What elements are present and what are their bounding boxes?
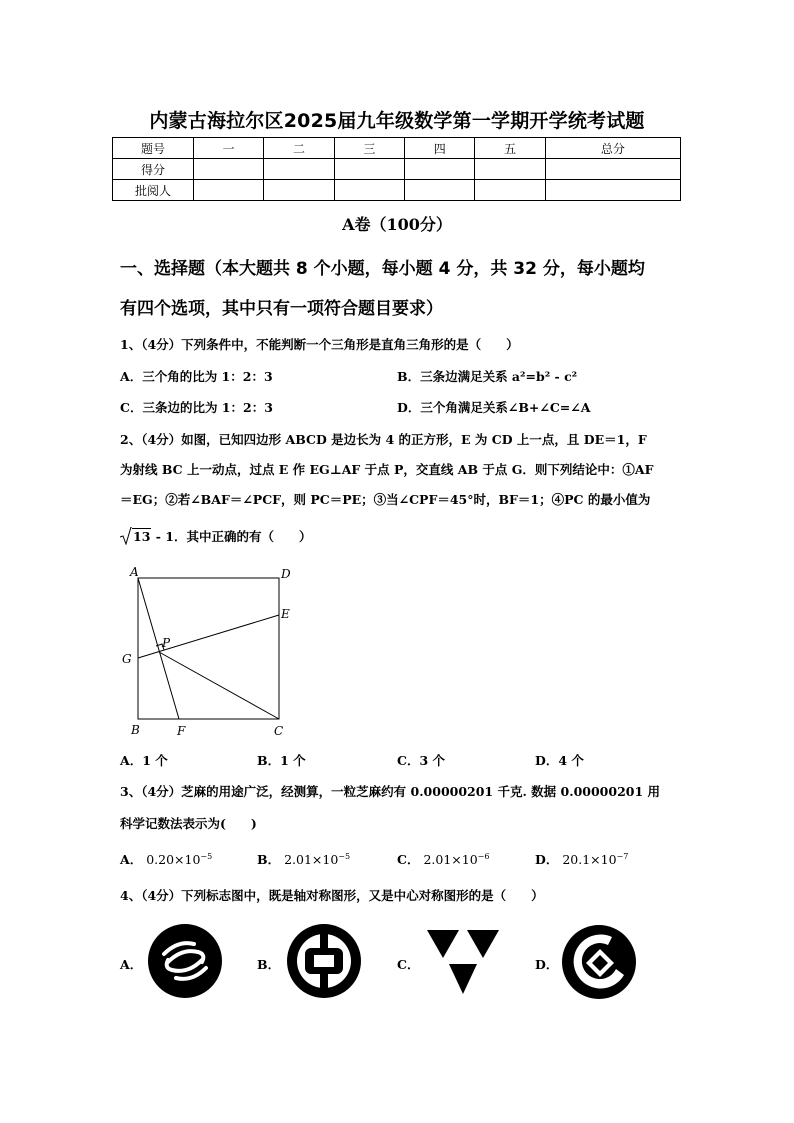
table-cell[interactable] <box>194 159 264 180</box>
option-exponent: −6 <box>477 851 490 861</box>
option-mantissa: 2.01×10 <box>284 852 339 867</box>
table-cell[interactable] <box>545 180 680 201</box>
q2-option-b[interactable]: B．1 个 <box>257 753 306 768</box>
table-cell[interactable] <box>545 159 680 180</box>
table-cell: 得分 <box>113 159 194 180</box>
option-exponent: −5 <box>200 851 213 861</box>
page-title: 内蒙古海拉尔区2025届九年级数学第一学期开学统考试题 <box>149 110 645 132</box>
table-row <box>113 180 681 201</box>
q1-option-b[interactable]: B．三条边满足关系 a²=b² - c² <box>397 369 578 384</box>
q3-option-a[interactable] <box>120 850 212 868</box>
table-cell: 五 <box>475 138 545 159</box>
table-cell[interactable] <box>475 180 545 201</box>
table-cell: 批阅人 <box>113 180 194 201</box>
bank-of-china-logo-icon[interactable] <box>287 924 361 998</box>
option-mantissa: 2.01×10 <box>423 852 478 867</box>
q3-option-b[interactable] <box>257 850 350 868</box>
label-d: D <box>281 567 291 581</box>
china-mobile-logo-icon[interactable] <box>148 924 222 998</box>
q2-option-d[interactable]: D．4 个 <box>535 753 584 768</box>
label-g: G <box>122 652 132 666</box>
q1-option-a[interactable]: A．三个角的比为 1：2：3 <box>120 369 273 384</box>
table-cell: 二 <box>264 138 334 159</box>
table-cell: 总分 <box>545 138 680 159</box>
sqrt-expression <box>120 527 151 545</box>
label-p: P <box>162 636 171 650</box>
q4-option-b-label[interactable]: B． <box>257 957 281 972</box>
q2-line1: 2、（4分）如图，已知四边形 ABCD 是边长为 4 的正方形，E 为 CD 上一点，且 DE＝1，F <box>120 432 647 447</box>
label-f: F <box>177 724 186 738</box>
table-cell: 三 <box>334 138 404 159</box>
table-row <box>113 159 681 180</box>
part1-heading-line2: 有四个选项，其中只有一项符合题目要求） <box>120 299 443 319</box>
q2-line2: 为射线 BC 上一动点，过点 E 作 EG⊥AF 于点 P，交直线 AB 于点 G．则下列结论中：①AF <box>120 462 654 477</box>
table-cell: 一 <box>194 138 264 159</box>
table-cell[interactable] <box>334 159 404 180</box>
option-label: D． <box>535 852 559 867</box>
table-cell[interactable] <box>475 159 545 180</box>
option-label: A． <box>120 852 143 867</box>
q3-option-c[interactable] <box>397 850 489 868</box>
table-cell: 题号 <box>113 138 194 159</box>
option-exponent: −5 <box>338 851 351 861</box>
table-cell[interactable] <box>405 159 475 180</box>
score-table <box>112 137 681 201</box>
q2-line4 <box>120 527 312 545</box>
option-mantissa: 20.1×10 <box>562 852 617 867</box>
square-abcd <box>138 578 279 719</box>
table-cell[interactable] <box>405 180 475 201</box>
q2-line4-text: - 1．其中正确的有（ ） <box>155 529 312 544</box>
q2-option-a[interactable]: A．1 个 <box>120 753 168 768</box>
part1-heading-line1: 一、选择题（本大题共 8 个小题，每小题 4 分，共 32 分，每小题均 <box>120 259 645 279</box>
segment-eg <box>138 615 279 658</box>
table-cell[interactable] <box>264 159 334 180</box>
q2-line3: ＝EG；②若∠BAF＝∠PCF，则 PC＝PE；③当∠CPF＝45°时，BF＝1；④PC 的最小值为 <box>120 492 651 507</box>
table-cell: 四 <box>405 138 475 159</box>
segment-af <box>138 578 179 719</box>
label-e: E <box>281 607 290 621</box>
q1-option-c[interactable]: C．三条边的比为 1：2：3 <box>120 400 273 415</box>
q3-line2: 科学记数法表示为( ) <box>120 816 257 831</box>
construction-bank-logo-icon[interactable] <box>562 925 636 999</box>
q3-line1: 3、（4分）芝麻的用途广泛，经测算，一粒芝麻约有 0.00000201 千克. 数据 0.00000201 用 <box>120 784 661 799</box>
label-a: A <box>130 565 139 579</box>
q1-stem: 1、（4分）下列条件中，不能判断一个三角形是直角三角形的是（ ） <box>120 337 519 352</box>
q4-option-a-label[interactable]: A． <box>120 957 143 972</box>
option-exponent: −7 <box>616 851 629 861</box>
q4-stem: 4、（4分）下列标志图中，既是轴对称图形，又是中心对称图形的是（ ） <box>120 888 544 903</box>
label-b: B <box>131 723 140 737</box>
q1-option-d[interactable]: D．三个角满足关系∠B+∠C=∠A <box>397 400 591 415</box>
label-c: C <box>274 724 284 738</box>
segment-pc <box>159 652 279 719</box>
q3-option-d[interactable] <box>535 850 628 868</box>
q4-option-c-label[interactable]: C． <box>397 957 420 972</box>
table-cell[interactable] <box>264 180 334 201</box>
q4-option-d-label[interactable]: D． <box>535 957 559 972</box>
sqrt-sign-icon <box>120 527 132 545</box>
option-label: B． <box>257 852 281 867</box>
table-cell[interactable] <box>194 180 264 201</box>
option-mantissa: 0.20×10 <box>146 852 201 867</box>
q2-option-c[interactable]: C．3 个 <box>397 753 445 768</box>
option-label: C． <box>397 852 420 867</box>
sqrt-radicand: 13 <box>133 529 151 544</box>
section-a-title: A卷（100分） <box>342 215 452 234</box>
inverted-triangles-logo-icon[interactable] <box>427 928 499 994</box>
table-cell[interactable] <box>334 180 404 201</box>
square-figure <box>118 560 308 742</box>
score-table-header <box>113 138 681 159</box>
